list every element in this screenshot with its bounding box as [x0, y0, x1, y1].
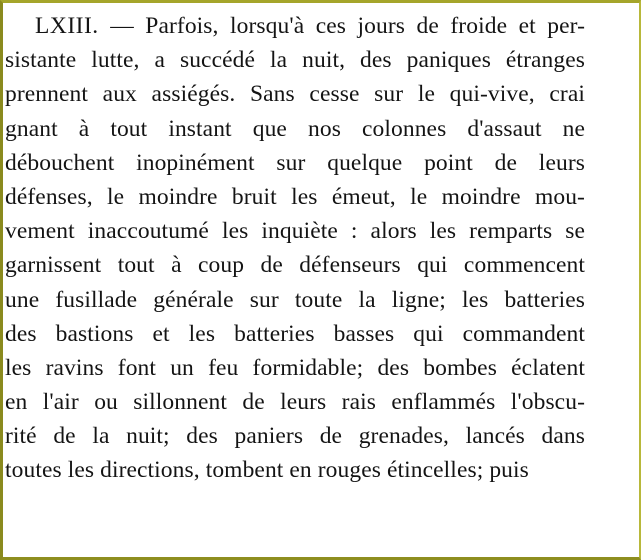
- section-number: LXIII.: [35, 13, 99, 39]
- text-line-10: des bastions et les batteries basses qui commandent: [5, 320, 585, 347]
- paragraph: [5, 9, 585, 488]
- text-line-13: rité de la nuit; des paniers de grenades, lancés dans: [5, 423, 585, 450]
- text-line-6: défenses, le moindre bruit les émeut, le moindre mou-: [5, 183, 585, 210]
- text-line-12: en l'air ou sillonnent de leurs rais enflammés l'obscu-: [5, 389, 585, 416]
- text-line-7: vement inaccoutumé les inquiète : alors les remparts se: [5, 218, 585, 245]
- text-line-2: sistante lutte, a succédé la nuit, des paniques étranges: [5, 47, 585, 74]
- text-line-1-body: — Parfois, lorsqu'à ces jours de froide et per-: [110, 13, 585, 39]
- text-line-14: toutes les directions, tombent en rouges étincelles; puis: [5, 457, 529, 484]
- text-line-9: une fusillade générale sur toute la ligne; les batteries: [5, 286, 585, 313]
- text-line-8: garnissent tout à coup de défenseurs qui commencent: [5, 252, 585, 279]
- text-line-11: les ravins font un feu formidable; des bombes éclatent: [5, 354, 585, 381]
- text-line-4: gnant à tout instant que nos colonnes d'assaut ne: [5, 115, 585, 142]
- text-line-1: [5, 9, 585, 43]
- text-line-5: débouchent inopinément sur quelque point de leurs: [5, 149, 585, 176]
- text-line-3: prennent aux assiégés. Sans cesse sur le qui-vive, crai: [5, 81, 585, 108]
